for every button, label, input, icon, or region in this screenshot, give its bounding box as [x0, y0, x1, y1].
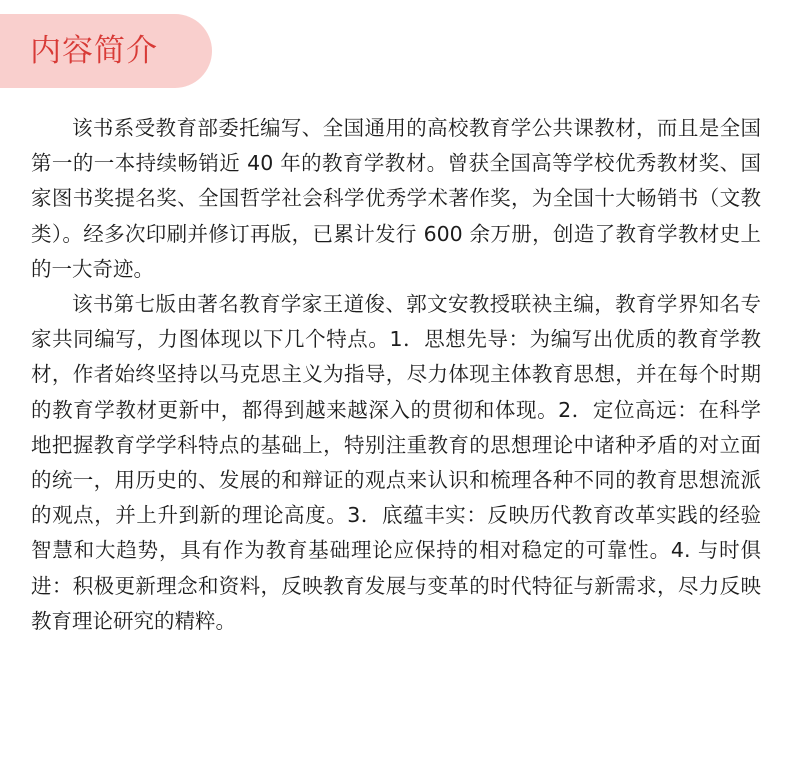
section-title: 内容简介: [30, 33, 158, 69]
paragraph-overview: 该书系受教育部委托编写、全国通用的高校教育学公共课教材，而且是全国第一的一本持续畅销近 40 年的教育学教材。曾获全国高等学校优秀教材奖、国家图书奖提名奖、全国哲学社会科学优秀学术著作奖，为全国十大畅销书（文教类）。经多次印刷并修订再版，已累计发行 600 余万册，创造了教育学教材史上的一大奇迹。: [31, 116, 761, 281]
description-body: [31, 111, 761, 639]
paragraph-features: 该书第七版由著名教育学家王道俊、郭文安教授联袂主编，教育学界知名专家共同编写，力图体现以下几个特点。1．思想先导：为编写出优质的教育学教材，作者始终坚持以马克思主义为指导，尽力体现主体教育思想，并在每个时期的教育学教材更新中，都得到越来越深入的贯彻和体现。2．定位高远：在科学地把握教育学学科特点的基础上，特别注重教育的思想理论中诸种矛盾的对立面的统一，用历史的、发展的和辩证的观点来认识和梳理各种不同的教育思想流派的观点，并上升到新的理论高度。3．底蕴丰实：反映历代教育改革实践的经验智慧和大趋势，具有作为教育基础理论应保持的相对稳定的可靠性。4. 与时俱进：积极更新理念和资料，反映教育发展与变革的时代特征与新需求，尽力反映教育理论研究的精粹。: [31, 292, 761, 633]
section-header: [0, 14, 212, 88]
